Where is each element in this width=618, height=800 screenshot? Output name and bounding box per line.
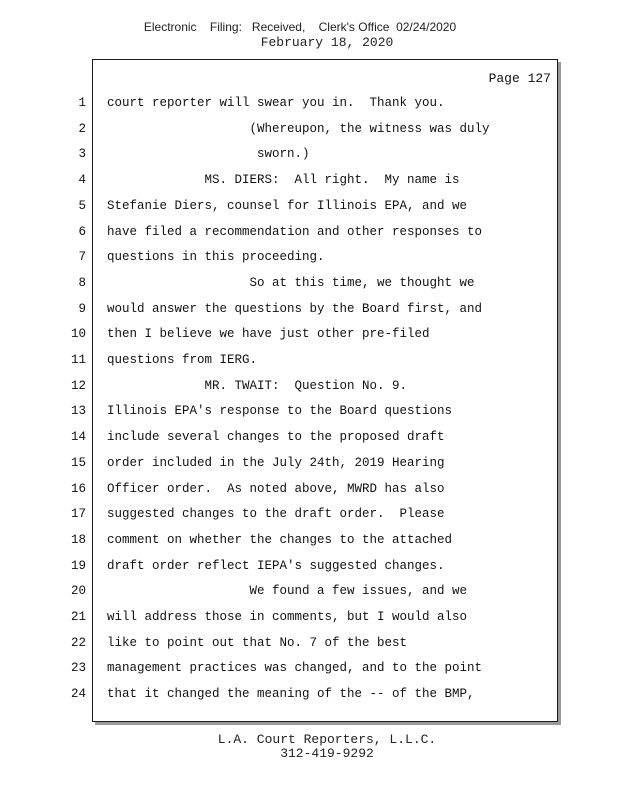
transcript-line-text: court reporter will swear you in. Thank you. xyxy=(107,96,445,110)
transcript-line-text: questions in this proceeding. xyxy=(107,250,325,264)
stamp-part: Clerk's xyxy=(318,20,355,34)
transcript-line-text: have filed a recommendation and other responses to xyxy=(107,225,483,239)
transcript-line-text: comment on whether the changes to the attached xyxy=(107,533,453,547)
line-number: 6 xyxy=(78,225,86,239)
reporter-phone: 312-419-9292 xyxy=(280,746,374,761)
stamp-part: Received, xyxy=(251,20,306,34)
transcript-date: February 18, 2020 xyxy=(260,35,394,50)
stamp-part: Filing: xyxy=(209,20,242,34)
line-number: 20 xyxy=(70,584,86,598)
line-number: 3 xyxy=(78,147,86,161)
line-number: 8 xyxy=(78,276,86,290)
transcript-line-text: questions from IERG. xyxy=(107,353,258,367)
reporter-company: L.A. Court Reporters, L.L.C. xyxy=(217,732,437,747)
line-number: 24 xyxy=(70,687,86,701)
transcript-line-text: Illinois EPA's response to the Board questions xyxy=(107,404,453,418)
stamp-part: 02/24/2020 xyxy=(396,20,457,34)
transcript-line-text: like to point out that No. 7 of the best xyxy=(107,636,408,650)
transcript-line-text: We found a few issues, and we xyxy=(107,584,468,598)
electronic-filing-stamp xyxy=(0,20,600,34)
page-number: Page 127 xyxy=(488,71,551,86)
line-number: 13 xyxy=(70,404,86,418)
line-number: 12 xyxy=(70,379,86,393)
transcript-line-text: MR. TWAIT: Question No. 9. xyxy=(107,379,408,393)
transcript-line-text: will address those in comments, but I would also xyxy=(107,610,468,624)
transcript-line-text: MS. DIERS: All right. My name is xyxy=(107,173,460,187)
transcript-line-text: order included in the July 24th, 2019 Hearing xyxy=(107,456,445,470)
transcript-line-text: Officer order. As noted above, MWRD has also xyxy=(107,482,445,496)
line-number: 21 xyxy=(70,610,86,624)
line-number: 9 xyxy=(78,302,86,316)
transcript-line-text: include several changes to the proposed draft xyxy=(107,430,445,444)
line-number: 7 xyxy=(78,250,86,264)
line-number: 2 xyxy=(78,122,86,136)
line-number: 10 xyxy=(70,327,86,341)
line-number: 1 xyxy=(78,96,86,110)
line-number: 16 xyxy=(70,482,86,496)
line-number: 11 xyxy=(70,353,86,367)
line-number: 4 xyxy=(78,173,86,187)
transcript-line-text: sworn.) xyxy=(107,147,310,161)
line-number: 19 xyxy=(70,559,86,573)
line-number: 14 xyxy=(70,430,86,444)
line-number: 22 xyxy=(70,636,86,650)
transcript-line-text: then I believe we have just other pre-filed xyxy=(107,327,430,341)
line-number: 17 xyxy=(70,507,86,521)
transcript-line-text: draft order reflect IEPA's suggested changes. xyxy=(107,559,445,573)
transcript-line-text: that it changed the meaning of the -- of the BMP, xyxy=(107,687,475,701)
transcript-line-text: would answer the questions by the Board first, and xyxy=(107,302,483,316)
transcript-line-text: suggested changes to the draft order. Please xyxy=(107,507,445,521)
line-number: 15 xyxy=(70,456,86,470)
transcript-line-text: So at this time, we thought we xyxy=(107,276,475,290)
line-number: 18 xyxy=(70,533,86,547)
line-number: 23 xyxy=(70,661,86,675)
stamp-part: Electronic xyxy=(143,20,197,34)
transcript-line-text: management practices was changed, and to the point xyxy=(107,661,483,675)
stamp-part: Office xyxy=(358,20,390,34)
line-number: 5 xyxy=(78,199,86,213)
transcript-line-text: Stefanie Diers, counsel for Illinois EPA, and we xyxy=(107,199,468,213)
transcript-line-text: (Whereupon, the witness was duly xyxy=(107,122,490,136)
